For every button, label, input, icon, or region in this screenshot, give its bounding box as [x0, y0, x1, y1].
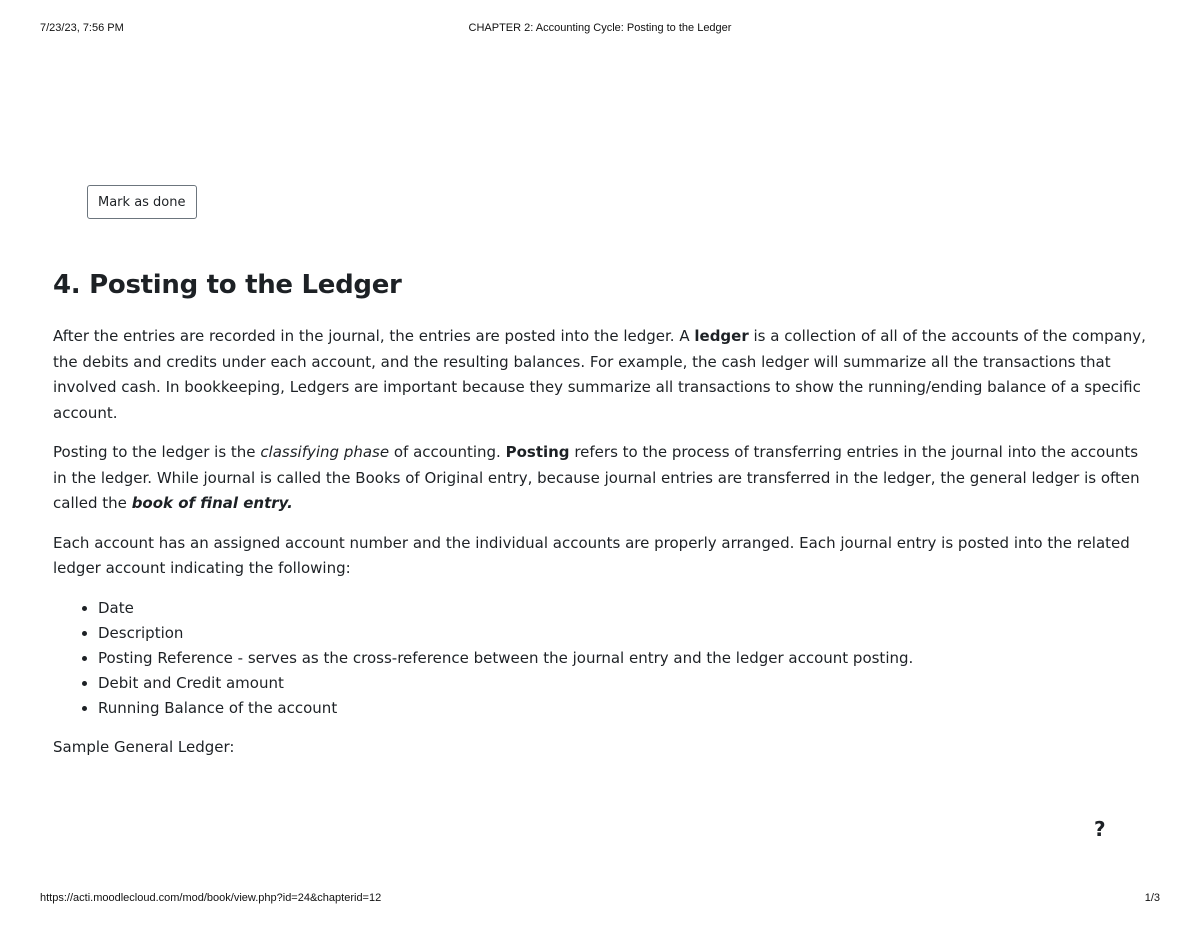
print-footer — [40, 892, 1160, 904]
term-ledger: ledger — [694, 327, 749, 345]
print-datetime: 7/23/23, 7:56 PM — [40, 22, 124, 34]
chapter-content — [53, 270, 1150, 774]
list-item: • Posting Reference - serves as the cross-reference between the journal entry and the ledger account posting. — [98, 646, 1150, 671]
page-title: 4. Posting to the Ledger — [53, 270, 402, 300]
text: refers to the process of transferring entries in the journal into the accounts in the ledger. While journal is called the Books of Original entry, because journal entries are transferred in the ledger, the general ledger is often called the — [53, 443, 1140, 512]
print-url: https://acti.moodlecloud.com/mod/book/view.php?id=24&chapterid=12 — [40, 892, 382, 904]
print-header — [40, 22, 1160, 34]
text: After the entries are recorded in the journal, the entries are posted into the ledger. A — [53, 327, 695, 345]
term-classifying-phase: classifying phase — [260, 443, 390, 461]
ledger-fields-list — [53, 596, 1150, 721]
mark-as-done-button[interactable]: Mark as done — [87, 185, 197, 219]
term-posting: Posting — [505, 443, 570, 461]
paragraph-accounts: Each account has an assigned account number and the individual accounts are properly arranged. Each journal entry is posted into the related ledger account indicating the following: — [53, 533, 1130, 577]
term-book-of-final-entry: book of final entry. — [131, 494, 293, 512]
text: of accounting. — [389, 443, 506, 461]
paragraph-posting — [53, 440, 1150, 517]
list-item: • Debit and Credit amount — [98, 671, 1150, 696]
print-title: CHAPTER 2: Accounting Cycle: Posting to the Ledger — [468, 22, 732, 34]
list-item: • Date — [98, 596, 1150, 621]
text: Posting to the ledger is the — [53, 443, 261, 461]
list-item: • Description — [98, 621, 1150, 646]
text: is a collection of all of the accounts of the company, the debits and credits under each account, and the resulting balances. For example, the cash ledger will summarize all the transactions that involved cash. In bookkeeping, Ledgers are important because they summarize all transactions to show the running/ending balance of a specific account. — [53, 327, 1146, 422]
paragraph-ledger — [53, 324, 1150, 426]
sample-general-ledger-label: Sample General Ledger: — [53, 737, 235, 756]
print-page-number: 1/3 — [1144, 892, 1160, 904]
question-mark-icon[interactable]: ? — [1094, 817, 1106, 841]
list-item: • Running Balance of the account — [98, 696, 1150, 721]
